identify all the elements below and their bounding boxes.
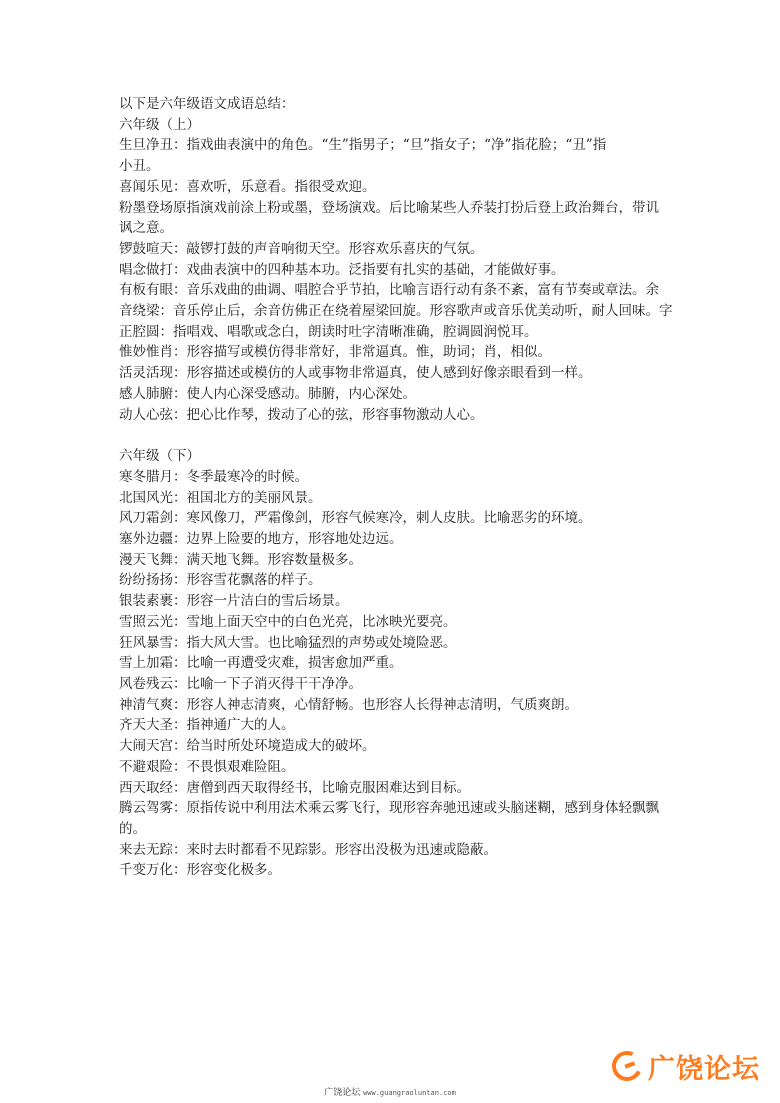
intro-line: 以下是六年级语文成语总结： [119,96,295,112]
footer-site-name: 广饶论坛 [324,1088,361,1098]
site-logo [612,1046,772,1086]
entry-line: 塞外边疆：边界上险要的地方，形容地处边远。 [119,531,403,548]
entry-line: 小丑。 [119,158,160,175]
section-upper-entries [119,135,679,425]
entry-line: 音绕梁：音乐停止后，余音仿佛正在绕着屋梁回旋。形容歌声或音乐优美动听，耐人回味。字 [119,303,673,320]
entry-line: 神清气爽：形容人神志清爽，心情舒畅。也形容人长得神志清明，气质爽朗。 [119,696,578,713]
entry-line: 动人心弦：把心比作琴，拨动了心的弦，形容事物激动人心。 [119,406,484,423]
entry-line: 感人肺腑：使人内心深受感动。肺腑，内心深处。 [119,385,416,402]
entry-line: 风卷残云：比喻一下子消灭得干干净净。 [119,675,362,692]
entry-line: 漫天飞舞：满天地飞舞。形容数量极多。 [119,551,362,568]
section-gap [119,425,679,446]
logo-text: 广饶论坛 [648,1053,760,1085]
entry-line: 寒冬腊月：冬季最寒冷的时候。 [119,468,308,485]
entry-line: 生旦净丑：指戏曲表演中的角色。“生”指男子；“旦”指女子；“净”指花脸；“丑”指 [119,137,607,154]
entry-line: 千变万化：形容变化极多。 [119,862,281,879]
entry-line: 纷纷扬扬：形容雪花飘落的样子。 [119,572,322,589]
entry-line: 喜闻乐见：喜欢听，乐意看。指很受欢迎。 [119,178,376,195]
section-lower-entries [119,467,679,881]
entry-line: 不避艰险：不畏惧艰难险阻。 [119,758,295,775]
entry-line: 雪照云光：雪地上面天空中的白色光亮，比冰映光要亮。 [119,613,457,630]
entry-line: 粉墨登场原指演戏前涂上粉或墨，登场演戏。后比喻某些人乔装打扮后登上政治舞台，带讥 [119,199,659,216]
entry-line: 来去无踪：来时去时都看不见踪影。形容出没极为迅速或隐蔽。 [119,841,497,858]
entry-line: 大闹天宫：给当时所处环境造成大的破坏。 [119,738,376,755]
entry-line: 惟妙惟肖：形容描写或模仿得非常好，非常逼真。惟，助词；肖，相似。 [119,344,551,361]
section-heading-lower: 六年级（下） [119,448,200,465]
entry-line: 锣鼓喧天：敲锣打鼓的声音响彻天空。形容欢乐喜庆的气氛。 [119,240,484,257]
document-body [119,94,679,881]
entry-line: 北国风光：祖国北方的美丽风景。 [119,489,322,506]
entry-line: 活灵活现：形容描述或模仿的人或事物非常逼真，使人感到好像亲眼看到一样。 [119,365,592,382]
g-swirl-icon [608,1047,646,1085]
page-footer [0,1085,780,1098]
entry-line: 唱念做打：戏曲表演中的四种基本功。泛指要有扎实的基础，才能做好事。 [119,261,565,278]
footer-url: www.guangraoluntan.com [363,1089,456,1097]
entry-line: 雪上加霜：比喻一再遭受灾难，损害愈加严重。 [119,655,403,672]
section-heading-upper: 六年级（上） [119,116,200,133]
entry-line: 正腔圆：指唱戏、唱歌或念白，朗读时吐字清晰准确，腔调圆润悦耳。 [119,323,538,340]
entry-line: 狂风暴雪：指大风大雪。也比喻猛烈的声势或处境险恶。 [119,634,457,651]
entry-line: 齐天大圣：指神通广大的人。 [119,717,295,734]
entry-line: 有板有眼：音乐戏曲的曲调、唱腔合乎节拍，比喻言语行动有条不紊，富有节奏或章法。余 [119,282,659,299]
entry-line: 的。 [119,820,146,837]
entry-line: 银装素裹：形容一片洁白的雪后场景。 [119,593,349,610]
entry-line: 风刀霜剑：寒风像刀，严霜像剑，形容气候寒冷，刺人皮肤。比喻恶劣的环境。 [119,510,592,527]
entry-line: 讽之意。 [119,220,173,237]
entry-line: 腾云驾雾：原指传说中利用法术乘云雾飞行，现形容奔驰迅速或头脑迷糊，感到身体轻飘飘 [119,800,659,817]
entry-line: 西天取经：唐僧到西天取得经书，比喻克服困难达到目标。 [119,779,470,796]
